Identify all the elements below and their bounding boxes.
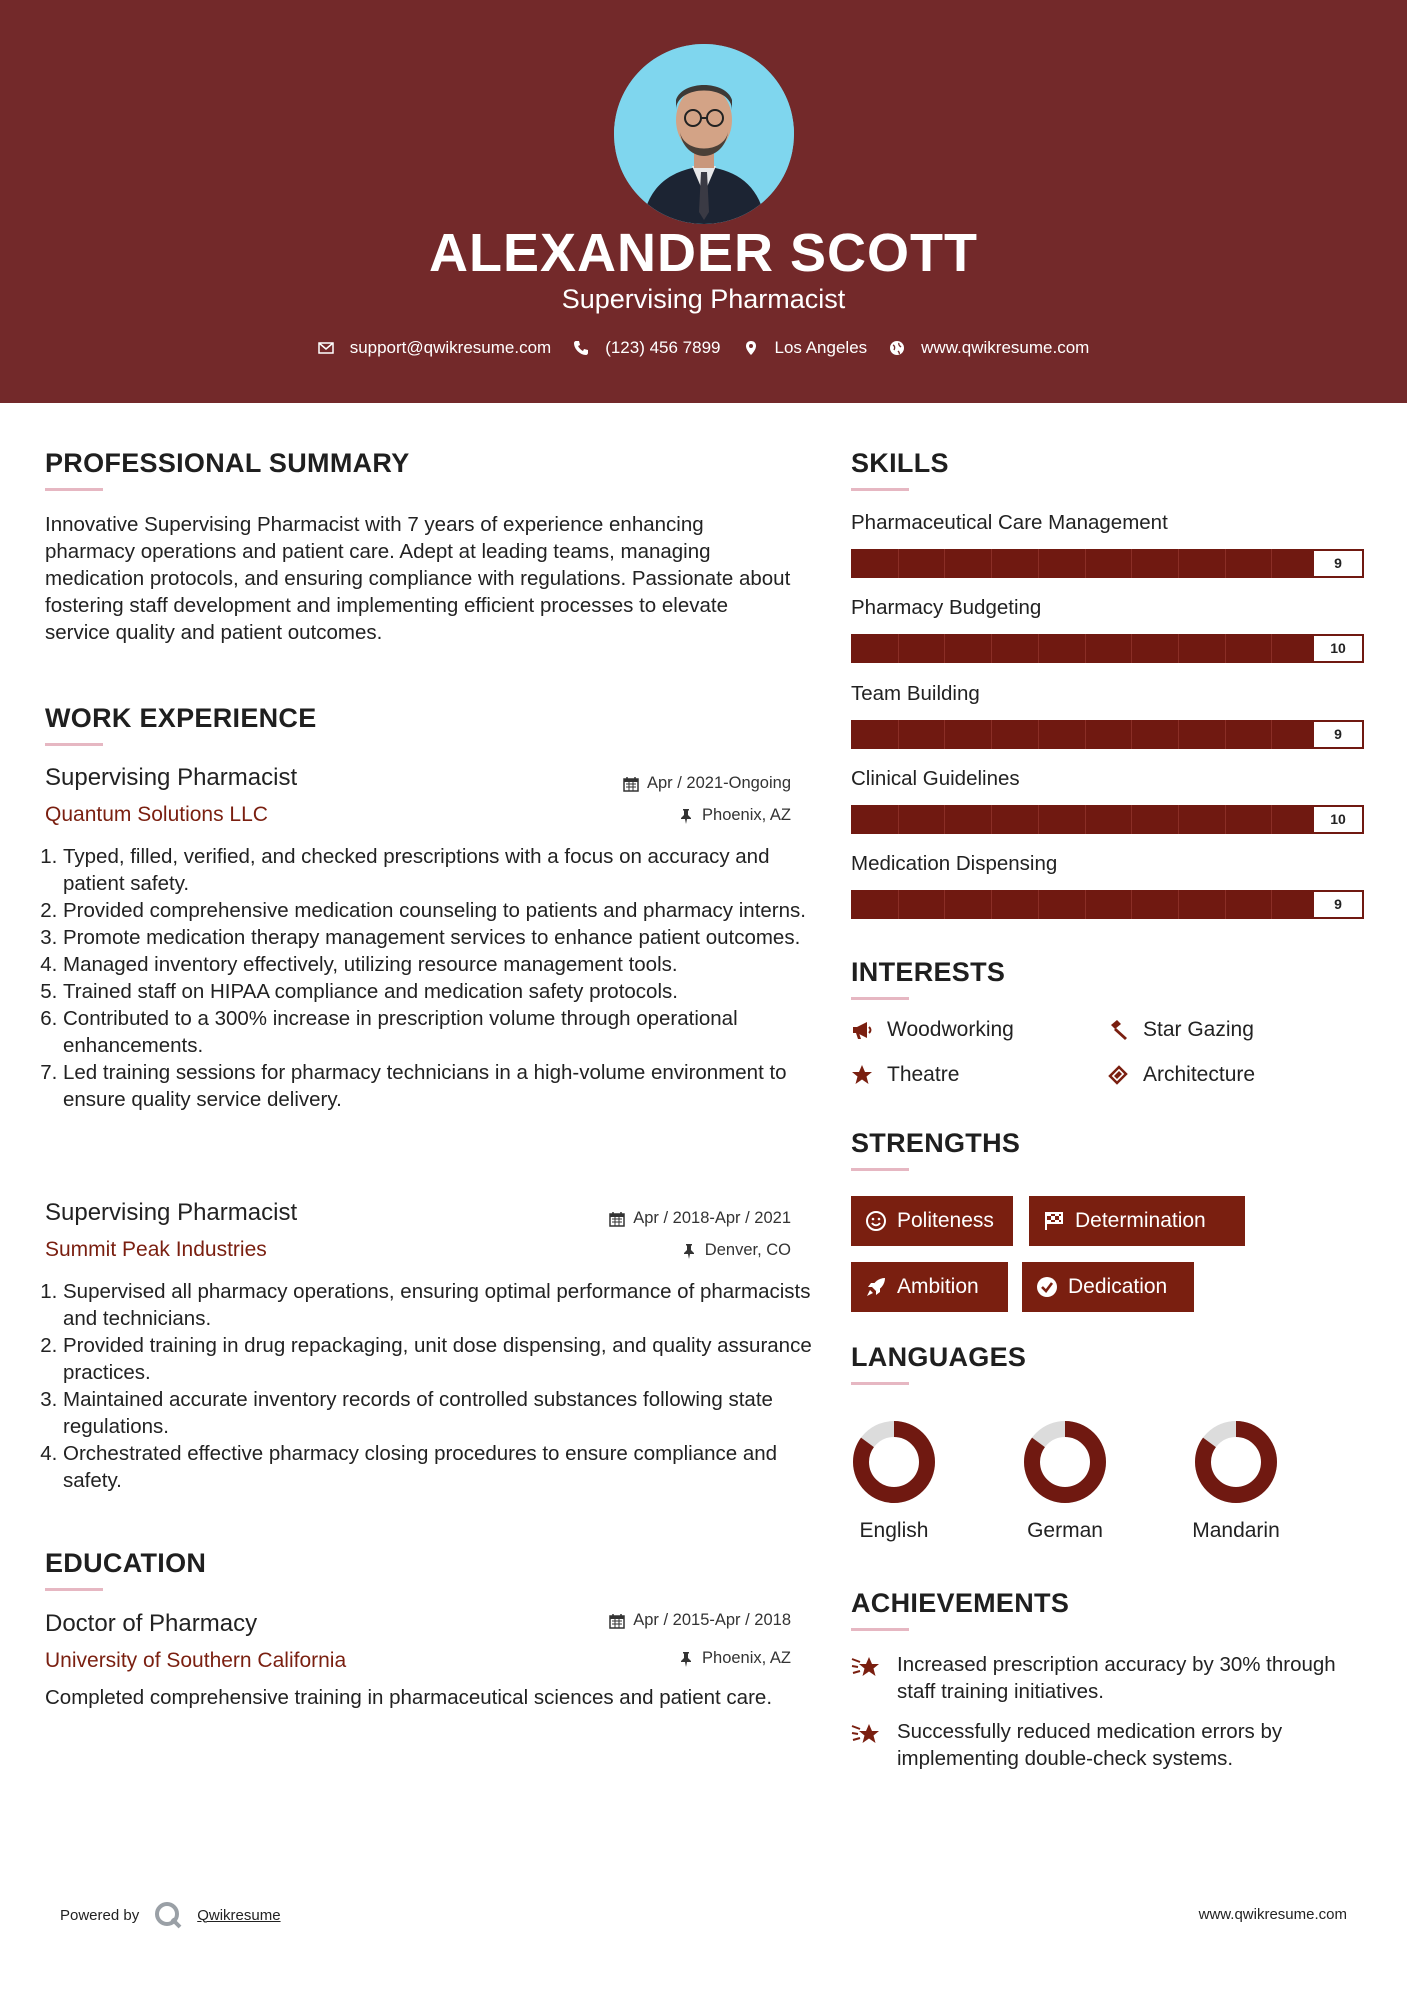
avatar [614,44,794,224]
shooting-star-icon [851,1720,883,1748]
strengths-rule [851,1168,909,1171]
skill-score: 9 [1312,890,1364,919]
rocket-icon [865,1276,887,1298]
summary-heading: PROFESSIONAL SUMMARY [45,448,410,478]
skill-bar-divider [1085,634,1086,663]
language-label: Mandarin [1192,1519,1280,1542]
skill-score: 9 [1312,720,1364,749]
skill-bar-divider [944,805,945,834]
interest-woodworking [851,1018,1014,1042]
contact-location-text: Los Angeles [774,338,868,357]
footer-powered-by [60,1900,281,1930]
skill-bar-divider [1271,634,1272,663]
language-donut [851,1419,937,1505]
skill-bar-divider [1131,720,1132,749]
language-donut [1193,1419,1279,1505]
language-item [1176,1419,1296,1543]
envelope-icon [318,340,334,356]
skill-bar-divider [991,634,992,663]
education-location-text: Phoenix, AZ [702,1649,791,1667]
skill-bar-divider [898,805,899,834]
skill-score: 9 [1312,549,1364,578]
pushpin-icon [681,1243,697,1259]
strength-label: Dedication [1068,1275,1168,1298]
list-item: 4. Managed inventory effectively, utilizing resource management tools. [63,951,813,978]
interests-heading: INTERESTS [851,957,1006,987]
contact-bar [0,338,1407,358]
strength-politeness [851,1196,1013,1246]
skill-bar-divider [991,549,992,578]
skill-bar-divider [1131,549,1132,578]
skill-bar-divider [1178,890,1179,919]
skill-bar-divider [1271,720,1272,749]
achievement-item [851,1718,1361,1772]
experience-rule [45,743,103,746]
list-item: 7. Led training sessions for pharmacy technicians in a high-volume environment to ensure quality service delivery. [63,1059,813,1113]
globe-icon [889,340,905,356]
interest-label: Theatre [887,1063,960,1086]
shooting-star-icon [851,1653,883,1681]
qwikresume-link[interactable]: Qwikresume [197,1906,281,1924]
contact-phone-text: (123) 456 7899 [605,338,721,357]
education-description: Completed comprehensive training in pharmaceutical sciences and patient care. [45,1686,773,1709]
calendar-icon [609,1613,625,1629]
skill-bar-divider [1271,890,1272,919]
education-school: University of Southern California [45,1649,347,1672]
skill-label: Medication Dispensing [851,852,1058,875]
interest-label: Woodworking [887,1018,1014,1041]
skill-bar [851,549,1364,578]
job-2-company: Summit Peak Industries [45,1238,267,1261]
contact-website[interactable] [889,338,1089,358]
skill-bar-fill [851,890,1313,919]
pushpin-icon [678,1651,694,1667]
header-banner [0,0,1407,403]
languages-heading: LANGUAGES [851,1342,1027,1372]
skill-bar-divider [1225,549,1226,578]
interest-label: Architecture [1143,1063,1256,1086]
job-2-title: Supervising Pharmacist [45,1199,298,1226]
skill-label: Clinical Guidelines [851,767,1020,790]
skill-bar-divider [898,549,899,578]
candidate-name: ALEXANDER SCOTT [428,223,978,283]
list-item: 1. Typed, filled, verified, and checked prescriptions with a focus on accuracy and patient safety. [63,843,813,897]
skill-bar-divider [1038,549,1039,578]
summary-text: Innovative Supervising Pharmacist with 7 years of experience enhancing pharmacy operations and patient care. Adept at leading teams, managing medication protocols, and ensuring compliance with regulations. Passionate about fostering staff development and implementing efficient processes to elevate service quality and patient outcomes. [45,513,791,644]
skill-bar-divider [1131,805,1132,834]
interest-theatre [851,1063,959,1087]
list-item: 3. Promote medication therapy management services to enhance patient outcomes. [63,924,813,951]
job-2-location-text: Denver, CO [704,1241,791,1259]
skill-bar-divider [1178,805,1179,834]
language-label: German [1027,1519,1103,1542]
skill-bar-divider [1178,549,1179,578]
skill-bar-divider [1085,805,1086,834]
skill-bar-divider [991,720,992,749]
job-1-dates-text: Apr / 2021-Ongoing [646,774,791,792]
gavel-icon [1107,1019,1129,1041]
achievement-item [851,1651,1361,1705]
languages-rule [851,1382,909,1385]
skill-bar-divider [1085,890,1086,919]
check-circle-icon [1036,1276,1058,1298]
skill-bar-divider [1038,890,1039,919]
list-item: 1. Supervised all pharmacy operations, ensuring optimal performance of pharmacists and technicians. [63,1278,813,1332]
strength-label: Ambition [897,1275,979,1298]
list-item: 4. Orchestrated effective pharmacy closing procedures to ensure compliance and safety. [63,1440,813,1494]
star-icon [851,1064,873,1086]
job-2-location [500,1241,791,1260]
skill-bar-divider [944,634,945,663]
pushpin-icon [678,808,694,824]
skill-bar-divider [1271,549,1272,578]
contact-website-text: www.qwikresume.com [921,338,1090,357]
phone-icon [573,340,589,356]
skill-bar-divider [1225,720,1226,749]
strengths-heading: STRENGTHS [851,1128,1021,1158]
contact-location [743,338,868,358]
skill-bar-divider [1131,890,1132,919]
skill-bar-divider [944,549,945,578]
strength-label: Determination [1075,1209,1206,1232]
education-location [500,1649,791,1668]
contact-email[interactable] [318,338,552,358]
contact-phone[interactable] [573,338,720,358]
skill-bar-divider [1225,634,1226,663]
job-2-dates-text: Apr / 2018-Apr / 2021 [633,1209,791,1227]
skill-label: Pharmaceutical Care Management [851,511,1168,534]
job-1-location-text: Phoenix, AZ [702,806,791,824]
skill-bar-fill [851,634,1364,663]
job-2-bullets [45,1278,813,1494]
skill-bar-divider [1085,720,1086,749]
skill-bar [851,805,1364,834]
strength-label: Politeness [897,1209,994,1232]
calendar-icon [609,1211,625,1227]
skill-bar-divider [1038,634,1039,663]
job-1-dates [500,774,791,793]
interest-architecture [1107,1063,1255,1087]
skill-bar-divider [1038,720,1039,749]
language-item [1005,1419,1125,1543]
language-donut [1022,1419,1108,1505]
job-2-dates [500,1209,791,1228]
skill-bar-divider [991,890,992,919]
skill-bar-divider [1225,805,1226,834]
powered-by-label: Powered by [60,1906,140,1924]
skill-bar-divider [1085,549,1086,578]
skill-bar [851,634,1364,663]
list-item: 5. Trained staff on HIPAA compliance and medication safety protocols. [63,978,813,1005]
job-1-title: Supervising Pharmacist [45,764,298,791]
education-dates [500,1611,791,1630]
achievement-text: Increased prescription accuracy by 30% through staff training initiatives. [897,1653,1336,1703]
qwikresume-logo-icon [153,1900,183,1930]
candidate-title: Supervising Pharmacist [561,284,846,314]
skill-label: Pharmacy Budgeting [851,596,1042,619]
skill-bar [851,720,1364,749]
ticket-icon [1107,1064,1129,1086]
language-item [834,1419,954,1543]
interests-rule [851,997,909,1000]
skill-bar-divider [991,805,992,834]
skill-bar-fill [851,805,1364,834]
skill-bar-fill [851,549,1313,578]
education-degree: Doctor of Pharmacy [45,1610,258,1637]
skill-score: 10 [1312,805,1364,834]
skill-bar-divider [1271,805,1272,834]
skill-bar-divider [944,890,945,919]
strength-ambition [851,1262,1008,1312]
strength-determination [1029,1196,1245,1246]
flag-icon [1043,1210,1065,1232]
achievements-rule [851,1628,909,1631]
experience-heading: WORK EXPERIENCE [45,703,317,733]
strength-dedication [1022,1262,1194,1312]
education-rule [45,1588,103,1591]
skill-bar-divider [1225,890,1226,919]
contact-email-text: support@qwikresume.com [349,338,552,357]
skill-bar-divider [898,890,899,919]
skill-bar-divider [898,634,899,663]
job-1-location [500,806,791,825]
skill-bar [851,890,1364,919]
education-heading: EDUCATION [45,1548,207,1578]
skill-bar-divider [944,720,945,749]
skills-heading: SKILLS [851,448,949,478]
skill-bar-divider [898,720,899,749]
skill-bar-divider [1178,720,1179,749]
map-marker-icon [743,340,759,356]
skill-label: Team Building [851,682,980,705]
list-item: 3. Maintained accurate inventory records of controlled substances following state regulations. [63,1386,813,1440]
calendar-icon [623,776,639,792]
job-1-bullets [45,843,813,1113]
skill-bar-divider [1131,634,1132,663]
skill-bar-divider [1038,805,1039,834]
language-label: English [859,1519,929,1542]
skill-score: 10 [1312,634,1364,663]
list-item: 2. Provided training in drug repackaging, unit dose dispensing, and quality assurance practices. [63,1332,813,1386]
achievements-heading: ACHIEVEMENTS [851,1588,1070,1618]
list-item: 6. Contributed to a 300% increase in prescription volume through operational enhancements. [63,1005,813,1059]
skill-bar-divider [1178,634,1179,663]
interest-label: Star Gazing [1143,1018,1254,1041]
summary-rule [45,488,103,491]
footer-website[interactable]: www.qwikresume.com [1198,1906,1347,1923]
interest-star-gazing [1107,1018,1254,1042]
achievement-text: Successfully reduced medication errors by implementing double-check systems. [897,1720,1283,1770]
bullhorn-icon [851,1019,873,1041]
job-1-company: Quantum Solutions LLC [45,803,268,826]
education-dates-text: Apr / 2015-Apr / 2018 [633,1611,791,1629]
skill-bar-fill [851,720,1313,749]
smile-icon [865,1210,887,1232]
skills-rule [851,488,909,491]
list-item: 2. Provided comprehensive medication counseling to patients and pharmacy interns. [63,897,813,924]
